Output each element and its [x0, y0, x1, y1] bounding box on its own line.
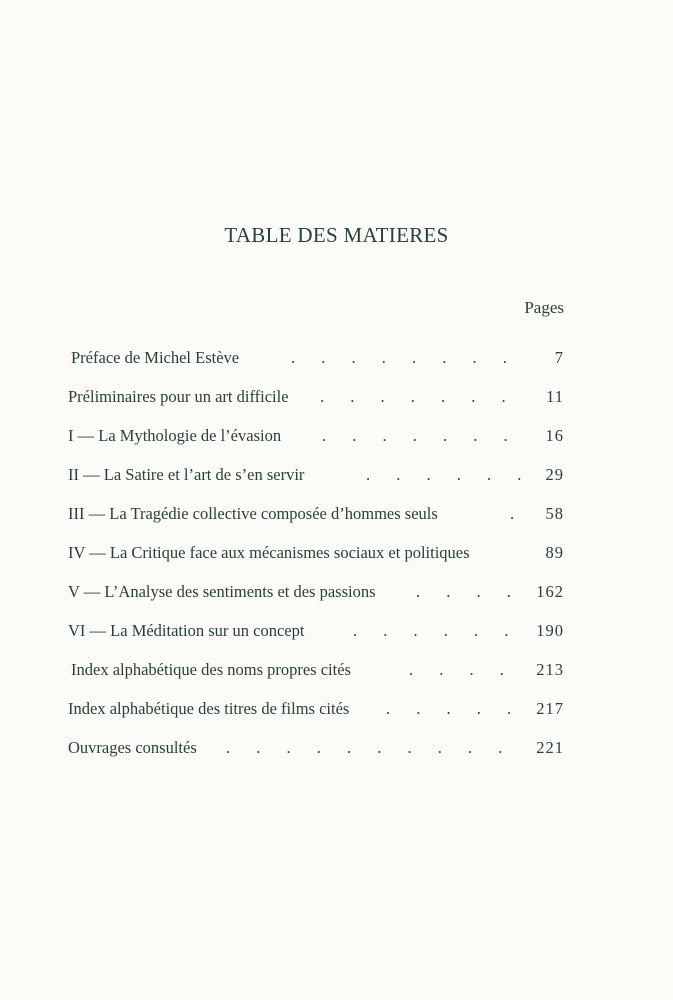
toc-entry-leader: . . . . . . . . . .: [226, 738, 514, 757]
toc-entry-page: 190: [536, 621, 564, 640]
toc-entry: [0, 383, 673, 422]
toc-entry-leader: . . . . . . .: [320, 387, 517, 406]
table-of-contents: [0, 344, 673, 773]
toc-entry-label: V — L’Analyse des sentiments et des passions: [68, 582, 376, 601]
toc-entry-page: 16: [545, 426, 564, 445]
pages-column-header: Pages: [524, 298, 564, 317]
toc-entry-page: 89: [545, 543, 564, 562]
toc-entry-page: 162: [536, 582, 564, 601]
toc-entry-leader: .: [510, 504, 526, 523]
toc-entry: [0, 617, 673, 656]
toc-entry-page: 29: [545, 465, 564, 484]
toc-entry: [0, 656, 673, 695]
toc-entry-leader: . . . . . .: [366, 465, 533, 484]
toc-entry-leader: . . . . . .: [353, 621, 520, 640]
toc-entry: [0, 695, 673, 734]
toc-entry: [0, 500, 673, 539]
toc-entry: [0, 461, 673, 500]
toc-entry-label: II — La Satire et l’art de s’en servir: [68, 465, 305, 484]
toc-entry-page: 58: [545, 504, 564, 523]
toc-title: TABLE DES MATIERES: [224, 223, 449, 247]
toc-entry-leader: . . . . . . . .: [291, 348, 518, 367]
toc-entry-label: I — La Mythologie de l’évasion: [68, 426, 282, 445]
toc-entry-leader: . . . .: [409, 660, 515, 679]
toc-entry-label: VI — La Méditation sur un concept: [68, 621, 305, 640]
toc-entry: [0, 344, 673, 383]
toc-entry-page: 217: [536, 699, 564, 718]
toc-entry: [0, 422, 673, 461]
toc-entry-label: Préliminaires pour un art difficile: [68, 387, 289, 406]
toc-entry-label: Préface de Michel Estève: [71, 348, 240, 367]
toc-entry-label: Ouvrages consultés: [68, 738, 197, 757]
toc-entry: [0, 578, 673, 617]
toc-entry-page: 7: [554, 348, 564, 367]
toc-entry-label: Index alphabétique des noms propres cités: [71, 660, 351, 679]
toc-entry-page: 11: [546, 387, 564, 406]
toc-entry: [0, 734, 673, 773]
toc-entry: [0, 539, 673, 578]
toc-entry-label: III — La Tragédie collective composée d’hommes seuls: [68, 504, 438, 523]
toc-entry-label: Index alphabétique des titres de films cités: [68, 699, 350, 718]
toc-entry-leader: . . . .: [416, 582, 522, 601]
toc-entry-page: 221: [536, 738, 564, 757]
toc-entry-label: IV — La Critique face aux mécanismes sociaux et politiques: [68, 543, 470, 562]
toc-entry-leader: . . . . .: [386, 699, 523, 718]
toc-entry-leader: . . . . . . .: [322, 426, 519, 445]
toc-entry-page: 213: [536, 660, 564, 679]
